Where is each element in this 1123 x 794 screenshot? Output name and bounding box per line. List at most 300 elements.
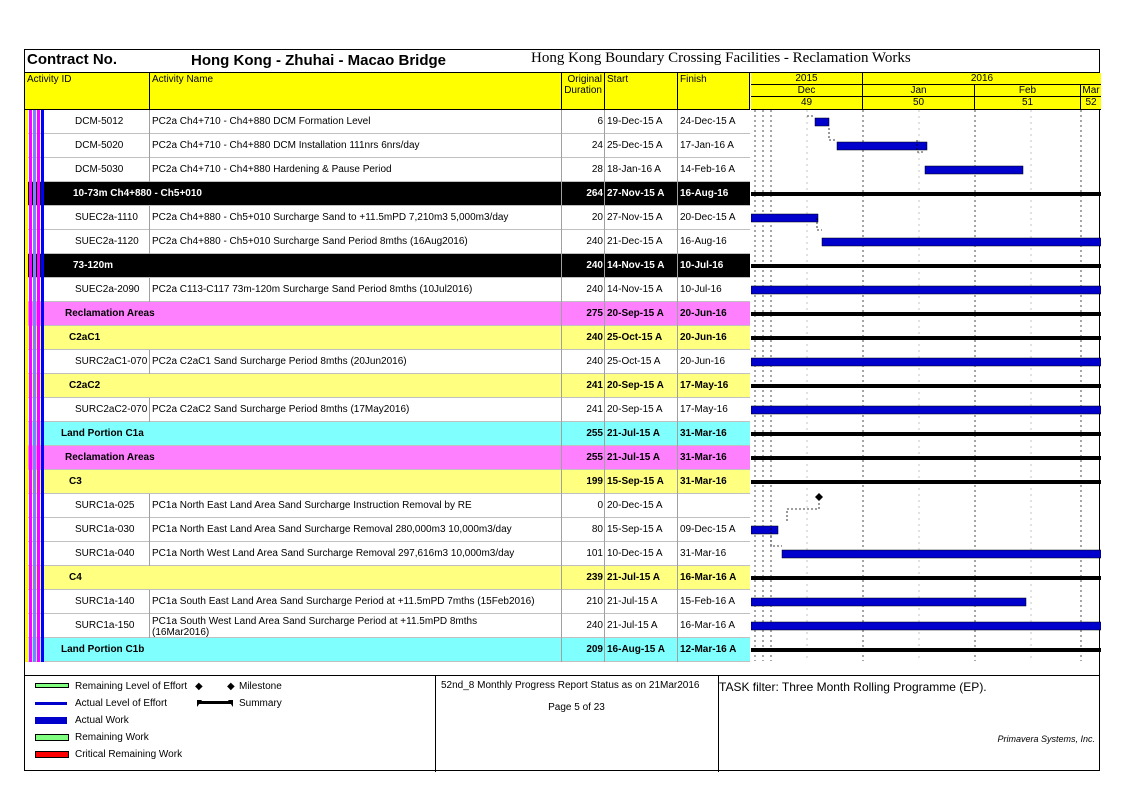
start-cell: 20-Sep-15 A — [607, 404, 663, 415]
column-divider — [149, 590, 150, 614]
table-row[interactable] — [25, 494, 750, 518]
duration-cell: 240 — [586, 332, 603, 343]
start-cell: 14-Nov-15 A — [607, 284, 663, 295]
duration-cell: 275 — [586, 308, 603, 319]
finish-cell: 20-Dec-15 A — [680, 212, 736, 223]
wbs-row[interactable] — [25, 470, 750, 494]
column-divider — [561, 350, 562, 374]
col-duration-line1: Original — [567, 74, 602, 85]
wbs-band — [37, 494, 40, 518]
summary-bar — [751, 336, 1101, 340]
wbs-band — [29, 542, 32, 566]
activity-bar — [925, 166, 1023, 174]
start-cell: 21-Jul-15 A — [607, 572, 660, 583]
table-row[interactable] — [25, 230, 750, 254]
start-cell: 15-Sep-15 A — [607, 524, 663, 535]
column-divider — [677, 638, 678, 662]
column-divider — [604, 158, 605, 182]
summary-bar — [751, 480, 1101, 484]
year-2015: 2015 — [751, 73, 863, 85]
column-divider — [561, 326, 562, 350]
column-divider — [604, 470, 605, 494]
wbs-band — [41, 422, 44, 446]
finish-cell: 24-Dec-15 A — [680, 116, 736, 127]
wbs-title: C3 — [69, 476, 82, 487]
column-divider — [561, 302, 562, 326]
duration-cell: 264 — [586, 188, 603, 199]
wbs-band — [41, 206, 44, 230]
wbs-band — [41, 542, 44, 566]
column-divider — [677, 134, 678, 158]
wbs-band — [25, 422, 28, 446]
wbs-band — [33, 110, 36, 134]
table-row[interactable] — [25, 110, 750, 134]
wbs-band — [41, 374, 44, 398]
remaining-work-swatch — [35, 734, 69, 741]
start-cell: 10-Dec-15 A — [607, 548, 663, 559]
wbs-band — [41, 446, 44, 470]
vendor-credit: Primavera Systems, Inc. — [997, 734, 1095, 744]
activity-name: PC1a North East Land Area Sand Surcharge Instruction Removal by RE — [152, 500, 472, 511]
activity-name: PC2a Ch4+880 - Ch5+010 Surcharge Sand to +11.5mPD 7,210m3 5,000m3/day — [152, 212, 509, 223]
wbs-band — [29, 638, 32, 662]
wbs-band — [29, 398, 32, 422]
legend-actual-work: Actual Work — [75, 715, 129, 726]
wbs-row[interactable] — [25, 182, 750, 206]
start-cell: 16-Aug-15 A — [607, 644, 665, 655]
finish-cell: 31-Mar-16 — [680, 476, 727, 487]
duration-cell: 240 — [586, 620, 603, 631]
activity-id: DCM-5030 — [75, 164, 124, 175]
wbs-band — [25, 590, 28, 614]
wbs-title: C2aC2 — [69, 380, 101, 391]
activity-name: PC2a Ch4+880 - Ch5+010 Surcharge Sand Period 8mths (16Aug2016) — [152, 236, 468, 247]
title-row — [25, 50, 1099, 73]
wbs-band — [41, 470, 44, 494]
wbs-band — [29, 254, 32, 278]
wbs-row[interactable] — [25, 374, 750, 398]
project-subtitle: Hong Kong Boundary Crossing Facilities - Reclamation Works — [531, 50, 911, 66]
activity-bar — [822, 238, 1101, 246]
wbs-band — [25, 158, 28, 182]
col-finish[interactable]: Finish — [678, 73, 750, 109]
column-divider — [677, 230, 678, 254]
activity-bar — [751, 598, 1026, 606]
column-divider — [149, 134, 150, 158]
column-divider — [149, 614, 150, 638]
activity-bar — [751, 358, 1101, 366]
wbs-band — [29, 134, 32, 158]
finish-cell: 16-Aug-16 — [680, 236, 727, 247]
week-51: 51 — [975, 97, 1081, 109]
legend-milestone: Milestone — [239, 681, 282, 692]
wbs-band — [25, 134, 28, 158]
finish-cell: 16-Aug-16 — [680, 188, 729, 199]
column-divider — [604, 254, 605, 278]
start-cell: 27-Nov-15 A — [607, 212, 663, 223]
table-row[interactable] — [25, 206, 750, 230]
column-divider — [677, 374, 678, 398]
column-divider — [604, 374, 605, 398]
wbs-title: C2aC1 — [69, 332, 101, 343]
wbs-band — [41, 614, 44, 638]
wbs-band — [25, 446, 28, 470]
activity-name: PC2a Ch4+710 - Ch4+880 DCM Installation 111nrs 6nrs/day — [152, 140, 420, 151]
wbs-band — [33, 182, 36, 206]
task-filter: TASK filter: Three Month Rolling Programme (EP). — [719, 680, 987, 694]
wbs-band — [37, 638, 40, 662]
column-divider — [149, 110, 150, 134]
summary-bar-icon — [197, 700, 233, 708]
col-activity-name[interactable]: Activity Name — [150, 73, 562, 109]
wbs-band — [33, 326, 36, 350]
table-row[interactable] — [25, 518, 750, 542]
wbs-band — [33, 590, 36, 614]
column-divider — [604, 134, 605, 158]
actual-work-swatch — [35, 717, 67, 724]
summary-bar — [751, 312, 1101, 316]
column-divider — [677, 566, 678, 590]
finish-cell: 17-May-16 — [680, 404, 728, 415]
duration-cell: 255 — [586, 428, 603, 439]
wbs-band — [29, 566, 32, 590]
column-divider — [604, 110, 605, 134]
wbs-band — [25, 518, 28, 542]
legend-remaining-loe: Remaining Level of Effort — [75, 681, 188, 692]
wbs-row[interactable] — [25, 254, 750, 278]
wbs-row[interactable] — [25, 326, 750, 350]
duration-cell: 20 — [591, 212, 603, 223]
wbs-band — [41, 230, 44, 254]
start-cell: 19-Dec-15 A — [607, 116, 663, 127]
wbs-row[interactable] — [25, 446, 750, 470]
wbs-band — [37, 302, 40, 326]
wbs-band — [41, 638, 44, 662]
wbs-band — [41, 518, 44, 542]
activity-name: PC1a South East Land Area Sand Surcharge Period at +11.5mPD 7mths (15Feb2016) — [152, 596, 535, 607]
legend-critical-work: Critical Remaining Work — [75, 749, 183, 760]
activity-id: SURC1a-150 — [75, 620, 135, 631]
wbs-row[interactable] — [25, 566, 750, 590]
project-title: Hong Kong - Zhuhai - Macao Bridge — [191, 52, 446, 69]
duration-cell: 240 — [586, 260, 603, 271]
summary-bar — [751, 264, 1101, 268]
start-cell: 20-Sep-15 A — [607, 308, 664, 319]
legend-remaining-work: Remaining Work — [75, 732, 149, 743]
finish-cell: 14-Feb-16 A — [680, 164, 736, 175]
wbs-band — [29, 350, 32, 374]
wbs-band — [29, 518, 32, 542]
wbs-band — [33, 278, 36, 302]
wbs-title: Land Portion C1a — [61, 428, 144, 439]
table-row[interactable] — [25, 542, 750, 566]
duration-cell: 0 — [597, 500, 603, 511]
wbs-band — [33, 638, 36, 662]
column-divider — [561, 590, 562, 614]
wbs-band — [41, 134, 44, 158]
col-start[interactable]: Start — [605, 73, 678, 109]
column-divider — [677, 542, 678, 566]
wbs-band — [29, 206, 32, 230]
year-2016: 2016 — [863, 73, 1101, 85]
wbs-band — [33, 398, 36, 422]
column-divider — [561, 614, 562, 638]
wbs-band — [37, 398, 40, 422]
wbs-band — [37, 542, 40, 566]
activity-name: PC1a North West Land Area Sand Surcharge Removal 297,616m3 10,000m3/day — [152, 548, 515, 559]
wbs-band — [25, 638, 28, 662]
wbs-band — [25, 254, 28, 278]
timescale-header — [751, 73, 1101, 110]
actual-loe-swatch — [35, 702, 67, 705]
duration-cell: 241 — [586, 380, 603, 391]
start-cell: 25-Oct-15 A — [607, 332, 663, 343]
diamond-icon: ◆ — [195, 681, 203, 692]
column-divider — [604, 230, 605, 254]
summary-bar — [751, 456, 1101, 460]
activity-bar — [751, 526, 778, 534]
column-divider — [677, 326, 678, 350]
activity-bar — [751, 214, 818, 222]
finish-cell: 20-Jun-16 — [680, 356, 726, 367]
column-divider — [677, 590, 678, 614]
column-divider — [149, 206, 150, 230]
wbs-band — [33, 206, 36, 230]
wbs-band — [33, 446, 36, 470]
activity-name: PC2a C2aC2 Sand Surcharge Period 8mths (17May2016) — [152, 404, 410, 415]
column-divider — [677, 446, 678, 470]
wbs-band — [37, 566, 40, 590]
contract-label: Contract No. — [27, 51, 117, 68]
wbs-band — [37, 230, 40, 254]
wbs-band — [41, 494, 44, 518]
column-divider — [561, 638, 562, 662]
wbs-band — [33, 614, 36, 638]
activity-bar — [837, 142, 927, 150]
wbs-band — [25, 278, 28, 302]
start-cell: 14-Nov-15 A — [607, 260, 665, 271]
wbs-band — [37, 206, 40, 230]
wbs-band — [41, 590, 44, 614]
wbs-band — [25, 614, 28, 638]
table-row[interactable] — [25, 398, 750, 422]
summary-bar — [751, 192, 1101, 196]
duration-cell: 199 — [586, 476, 603, 487]
finish-cell: 17-Jan-16 A — [680, 140, 734, 151]
activity-id: SURC1a-140 — [75, 596, 135, 607]
column-divider — [604, 614, 605, 638]
wbs-title: Land Portion C1b — [61, 644, 145, 655]
wbs-title: Reclamation Areas — [65, 308, 155, 319]
wbs-band — [37, 134, 40, 158]
wbs-title: 10-73m Ch4+880 - Ch5+010 — [73, 188, 202, 199]
wbs-band — [37, 326, 40, 350]
duration-cell: 28 — [591, 164, 603, 175]
finish-cell: 31-Mar-16 — [680, 548, 727, 559]
wbs-title: 73-120m — [73, 260, 114, 271]
column-divider — [604, 542, 605, 566]
activity-id: DCM-5020 — [75, 140, 124, 151]
activity-id: SUEC2a-1120 — [75, 236, 139, 247]
duration-cell: 24 — [591, 140, 603, 151]
wbs-band — [41, 302, 44, 326]
start-cell: 25-Oct-15 A — [607, 356, 661, 367]
duration-cell: 209 — [586, 644, 603, 655]
wbs-row[interactable] — [25, 638, 750, 662]
duration-cell: 240 — [586, 356, 603, 367]
table-row[interactable] — [25, 590, 750, 614]
wbs-band — [41, 254, 44, 278]
column-divider — [561, 110, 562, 134]
wbs-title: C4 — [69, 572, 82, 583]
column-divider — [604, 350, 605, 374]
milestone-icon: ◆ — [227, 681, 235, 692]
wbs-band — [29, 374, 32, 398]
table-row[interactable] — [25, 278, 750, 302]
wbs-band — [37, 422, 40, 446]
duration-cell: 6 — [597, 116, 603, 127]
column-divider — [677, 470, 678, 494]
wbs-band — [29, 278, 32, 302]
week-52: 52 — [1085, 97, 1097, 108]
column-divider — [149, 518, 150, 542]
column-divider — [604, 278, 605, 302]
col-activity-id[interactable]: Activity ID — [25, 73, 150, 109]
page-number: Page 5 of 23 — [548, 702, 605, 713]
wbs-row[interactable] — [25, 422, 750, 446]
schedule-sheet — [24, 49, 1100, 771]
wbs-band — [37, 374, 40, 398]
wbs-band — [29, 494, 32, 518]
column-divider — [561, 542, 562, 566]
wbs-band — [33, 134, 36, 158]
wbs-band — [41, 350, 44, 374]
start-cell: 20-Dec-15 A — [607, 500, 663, 511]
column-divider — [149, 494, 150, 518]
wbs-band — [25, 542, 28, 566]
wbs-band — [25, 470, 28, 494]
column-divider — [149, 158, 150, 182]
column-divider — [149, 542, 150, 566]
start-cell: 21-Dec-15 A — [607, 236, 663, 247]
duration-cell: 240 — [586, 284, 603, 295]
column-divider — [561, 158, 562, 182]
wbs-band — [33, 158, 36, 182]
activity-bar — [815, 118, 829, 126]
wbs-band — [37, 182, 40, 206]
activity-name: PC2a Ch4+710 - Ch4+880 DCM Formation Level — [152, 116, 371, 127]
finish-cell: 20-Jun-16 — [680, 332, 727, 343]
table-row[interactable] — [25, 350, 750, 374]
activity-name: PC2a Ch4+710 - Ch4+880 Hardening & Pause Period — [152, 164, 392, 175]
activity-bar — [751, 622, 1101, 630]
column-header — [25, 73, 750, 110]
week-50: 50 — [863, 97, 975, 109]
wbs-band — [33, 470, 36, 494]
wbs-band — [33, 422, 36, 446]
activity-name: PC2a C113-C117 73m-120m Surcharge Sand Period 8mths (10Jul2016) — [152, 284, 473, 295]
wbs-band — [25, 302, 28, 326]
finish-cell: 17-May-16 — [680, 380, 729, 391]
finish-cell: 10-Jul-16 — [680, 260, 724, 271]
wbs-title: Reclamation Areas — [65, 452, 155, 463]
milestone-marker — [815, 493, 823, 501]
wbs-band — [37, 446, 40, 470]
wbs-band — [33, 230, 36, 254]
column-divider — [677, 302, 678, 326]
wbs-band — [33, 374, 36, 398]
table-row[interactable] — [25, 158, 750, 182]
activity-id: SURC1a-030 — [75, 524, 135, 535]
column-divider — [561, 398, 562, 422]
legend-actual-loe: Actual Level of Effort — [75, 698, 168, 709]
wbs-band — [25, 374, 28, 398]
wbs-band — [37, 350, 40, 374]
column-divider — [561, 374, 562, 398]
start-cell: 21-Jul-15 A — [607, 428, 660, 439]
column-divider — [561, 518, 562, 542]
activity-id: DCM-5012 — [75, 116, 124, 127]
wbs-band — [37, 158, 40, 182]
col-duration-line2: Duration — [564, 85, 602, 96]
summary-bar — [751, 648, 1101, 652]
summary-bar — [751, 576, 1101, 580]
remaining-loe-swatch — [35, 683, 69, 688]
column-divider — [604, 566, 605, 590]
week-49: 49 — [751, 97, 863, 109]
report-status: 52nd_8 Monthly Progress Report Status as on 21Mar2016 — [441, 680, 700, 691]
column-divider — [604, 422, 605, 446]
dependency-link — [829, 128, 837, 140]
start-cell: 25-Dec-15 A — [607, 140, 663, 151]
dependency-link — [787, 501, 819, 521]
column-divider — [561, 182, 562, 206]
activity-id: SURC2aC1-070 — [75, 356, 148, 367]
critical-work-swatch — [35, 751, 69, 758]
wbs-band — [25, 494, 28, 518]
finish-cell: 31-Mar-16 — [680, 452, 727, 463]
col-duration[interactable] — [562, 73, 605, 109]
wbs-band — [25, 350, 28, 374]
report-info — [435, 676, 719, 772]
finish-cell: 16-Mar-16 A — [680, 572, 737, 583]
column-divider — [677, 254, 678, 278]
wbs-band — [29, 302, 32, 326]
column-divider — [561, 422, 562, 446]
duration-cell: 210 — [586, 596, 603, 607]
activity-bar — [782, 550, 1101, 558]
table-row[interactable] — [25, 614, 750, 638]
start-cell: 21-Jul-15 A — [607, 452, 660, 463]
duration-cell: 101 — [586, 548, 603, 559]
activity-bar — [751, 286, 1101, 294]
column-divider — [561, 230, 562, 254]
wbs-row[interactable] — [25, 302, 750, 326]
wbs-band — [29, 590, 32, 614]
table-row[interactable] — [25, 134, 750, 158]
column-divider — [561, 134, 562, 158]
column-divider — [677, 422, 678, 446]
wbs-band — [33, 566, 36, 590]
month-mar: Mar — [1082, 85, 1100, 96]
wbs-band — [37, 110, 40, 134]
summary-bar — [751, 432, 1101, 436]
column-divider — [149, 350, 150, 374]
wbs-band — [41, 278, 44, 302]
wbs-band — [25, 110, 28, 134]
duration-cell: 240 — [586, 236, 603, 247]
column-divider — [604, 494, 605, 518]
